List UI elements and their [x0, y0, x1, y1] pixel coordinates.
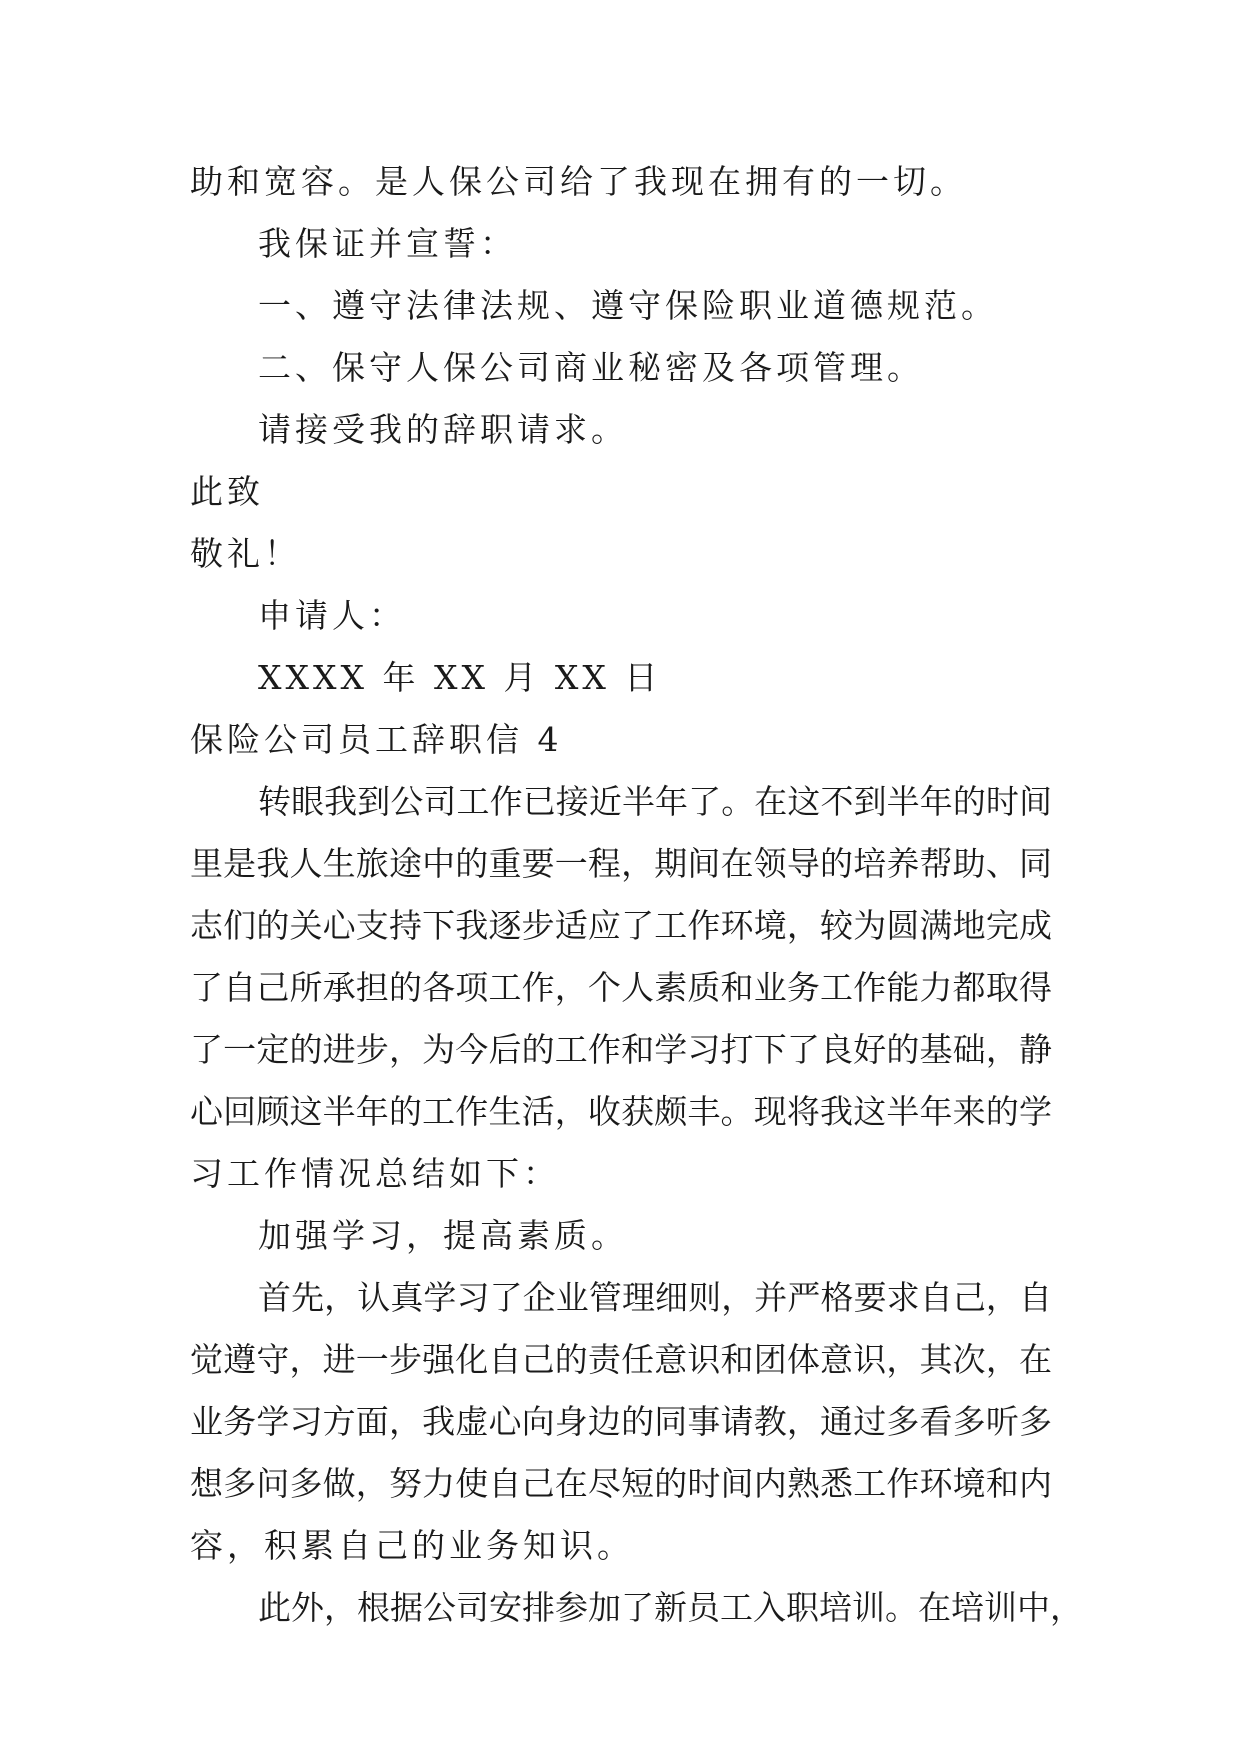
body-text-line: 觉遵守，进一步强化自己的责任意识和团体意识，其次，在 — [190, 1340, 1052, 1379]
body-text-line: 了一定的进步，为今后的工作和学习打下了良好的基础，静 — [190, 1030, 1052, 1069]
body-text-line: 二、保守人保公司商业秘密及各项管理。 — [258, 348, 924, 387]
body-text-line: 此外，根据公司安排参加了新员工入职培训。在培训中， — [258, 1588, 1083, 1627]
date-line: XXXX 年 XX 月 XX 日 — [258, 658, 662, 697]
body-text-line: 请接受我的辞职请求。 — [258, 410, 628, 449]
body-text-line: 想多问多做，努力使自己在尽短的时间内熟悉工作环境和内 — [190, 1464, 1052, 1503]
body-text-line: 助和宽容。是人保公司给了我现在拥有的一切。 — [190, 162, 967, 201]
body-text-line: 容，积累自己的业务知识。 — [190, 1526, 634, 1565]
closing-line: 此致 — [190, 472, 264, 511]
body-text-line: 志们的关心支持下我逐步适应了工作环境，较为圆满地完成 — [190, 906, 1052, 945]
body-text-line: 加强学习，提高素质。 — [258, 1216, 628, 1255]
body-text-line: 首先，认真学习了企业管理细则，并严格要求自己，自 — [258, 1278, 1052, 1317]
section-title: 保险公司员工辞职信 4 — [190, 720, 563, 759]
body-text-line: 我保证并宣誓： — [258, 224, 517, 263]
body-text-line: 业务学习方面，我虚心向身边的同事请教，通过多看多听多 — [190, 1402, 1052, 1441]
body-text-line: 转眼我到公司工作已接近半年了。在这不到半年的时间 — [258, 782, 1052, 821]
body-text-line: 里是我人生旅途中的重要一程，期间在领导的培养帮助、同 — [190, 844, 1052, 883]
body-text-line: 心回顾这半年的工作生活，收获颇丰。现将我这半年来的学 — [190, 1092, 1052, 1131]
applicant-label: 申请人： — [258, 596, 406, 635]
body-text-line: 了自己所承担的各项工作，个人素质和业务工作能力都取得 — [190, 968, 1052, 1007]
body-text-line: 一、遵守法律法规、遵守保险职业道德规范。 — [258, 286, 998, 325]
salutation-line: 敬礼！ — [190, 534, 301, 573]
body-text-line: 习工作情况总结如下： — [190, 1154, 560, 1193]
